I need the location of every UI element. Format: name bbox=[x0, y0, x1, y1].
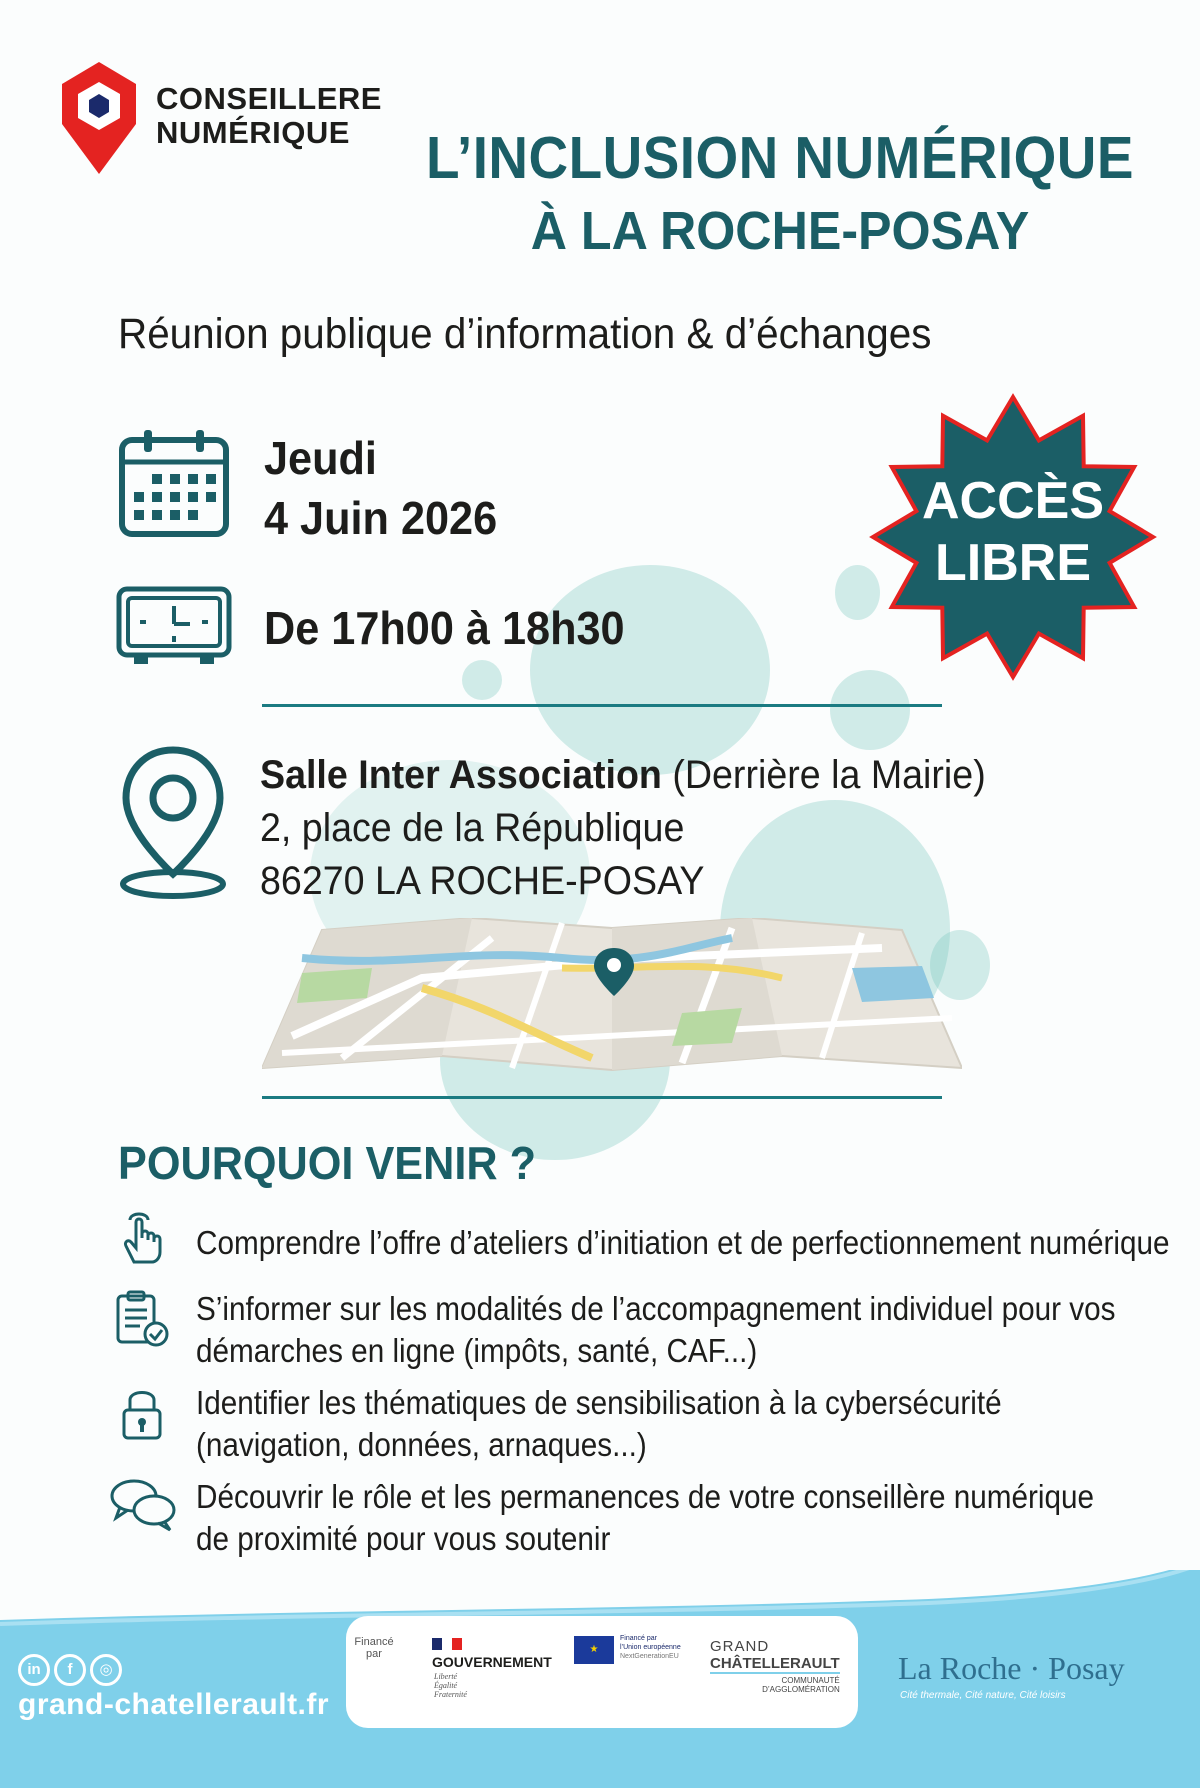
divider bbox=[262, 1096, 942, 1099]
location-pin-icon bbox=[116, 744, 230, 902]
why-item-3 bbox=[196, 1382, 1002, 1466]
gc-line2: CHÂTELLERAULT bbox=[710, 1655, 840, 1672]
roche-posay-tagline: Cité thermale, Cité nature, Cité loisirs bbox=[900, 1690, 1066, 1701]
chat-bubbles-icon bbox=[108, 1474, 178, 1534]
event-day: Jeudi bbox=[264, 432, 377, 484]
eu-line2: l’Union européenne bbox=[620, 1644, 681, 1651]
gov-motto-3: Fraternité bbox=[434, 1690, 467, 1699]
access-badge bbox=[868, 470, 1158, 594]
gov-flag-icon bbox=[432, 1638, 462, 1650]
grand-chatellerault-logo bbox=[710, 1638, 840, 1694]
event-date: 4 Juin 2026 bbox=[264, 492, 498, 544]
linkedin-icon[interactable]: in bbox=[18, 1654, 50, 1686]
venue bbox=[260, 750, 986, 800]
logo-text bbox=[156, 82, 382, 150]
logo-line1: CONSEILLERE bbox=[156, 81, 382, 116]
gov-motto-1: Liberté bbox=[434, 1672, 458, 1681]
why-item-4 bbox=[196, 1476, 1094, 1560]
gc-line1: GRAND bbox=[710, 1638, 770, 1655]
decor-blob bbox=[462, 660, 502, 700]
facebook-icon[interactable]: f bbox=[54, 1654, 86, 1686]
why-item-4-line2: de proximité pour vous soutenir bbox=[196, 1520, 611, 1557]
clock-icon bbox=[116, 586, 232, 666]
badge-line2: LIBRE bbox=[935, 534, 1091, 592]
gc-line4: D’AGGLOMÉRATION bbox=[762, 1685, 840, 1694]
website-link[interactable]: grand-chatellerault.fr bbox=[18, 1688, 330, 1721]
why-title: POURQUOI VENIR ? bbox=[118, 1137, 537, 1189]
eu-flag-icon: ★ bbox=[574, 1636, 614, 1664]
eu-line3: NextGenerationEU bbox=[620, 1653, 679, 1660]
divider bbox=[262, 704, 942, 707]
funded-by-line1: Financé bbox=[354, 1636, 394, 1648]
funded-by-label bbox=[354, 1636, 394, 1660]
eu-line1: Financé par bbox=[620, 1635, 657, 1642]
decor-blob bbox=[830, 670, 910, 750]
logo-line2: NUMÉRIQUE bbox=[156, 115, 350, 150]
folded-map-illustration bbox=[262, 918, 962, 1078]
lock-icon bbox=[112, 1382, 172, 1442]
subtitle: Réunion publique d’information & d’échanges bbox=[118, 310, 932, 358]
decor-blob bbox=[530, 565, 770, 775]
event-time: De 17h00 à 18h30 bbox=[264, 602, 625, 654]
main-title-line2: À LA ROCHE-POSAY bbox=[530, 201, 1030, 261]
why-item-2 bbox=[196, 1288, 1116, 1372]
why-item-3-line2: (navigation, données, arnaques...) bbox=[196, 1426, 647, 1463]
funded-by-line2: par bbox=[366, 1648, 382, 1660]
why-item-3-line1: Identifier les thématiques de sensibilisation à la cybersécurité bbox=[196, 1384, 1002, 1421]
gov-motto bbox=[434, 1672, 467, 1699]
address-line2: 86270 LA ROCHE-POSAY bbox=[260, 859, 705, 903]
clipboard-check-icon bbox=[112, 1288, 172, 1348]
calendar-icon bbox=[118, 428, 230, 538]
why-item-1-line1: Comprendre l’offre d’ateliers d’initiation et de perfectionnement numérique bbox=[196, 1224, 1170, 1261]
address-line1: 2, place de la République bbox=[260, 806, 685, 850]
hand-pointer-icon bbox=[112, 1208, 172, 1268]
gov-motto-2: Égalité bbox=[434, 1681, 458, 1690]
logo-pin-icon bbox=[58, 60, 140, 176]
why-item-2-line2: démarches en ligne (impôts, santé, CAF...) bbox=[196, 1332, 758, 1369]
why-item-2-line1: S’informer sur les modalités de l’accompagnement individuel pour vos bbox=[196, 1290, 1116, 1327]
gov-name: GOUVERNEMENT bbox=[432, 1654, 552, 1670]
venue-name: Salle Inter Association bbox=[260, 753, 662, 797]
gc-line3: COMMUNAUTÉ bbox=[781, 1676, 840, 1685]
roche-posay-logo: La Roche · Posay bbox=[898, 1650, 1125, 1686]
main-title-line1: L’INCLUSION NUMÉRIQUE bbox=[426, 125, 1134, 191]
why-item-4-line1: Découvrir le rôle et les permanences de votre conseillère numérique bbox=[196, 1478, 1095, 1515]
eu-label bbox=[620, 1634, 681, 1661]
venue-note: (Derrière la Mairie) bbox=[661, 753, 986, 797]
why-item-1 bbox=[196, 1222, 1170, 1264]
instagram-icon[interactable]: ◎ bbox=[90, 1654, 122, 1686]
badge-line1: ACCÈS bbox=[921, 472, 1105, 530]
